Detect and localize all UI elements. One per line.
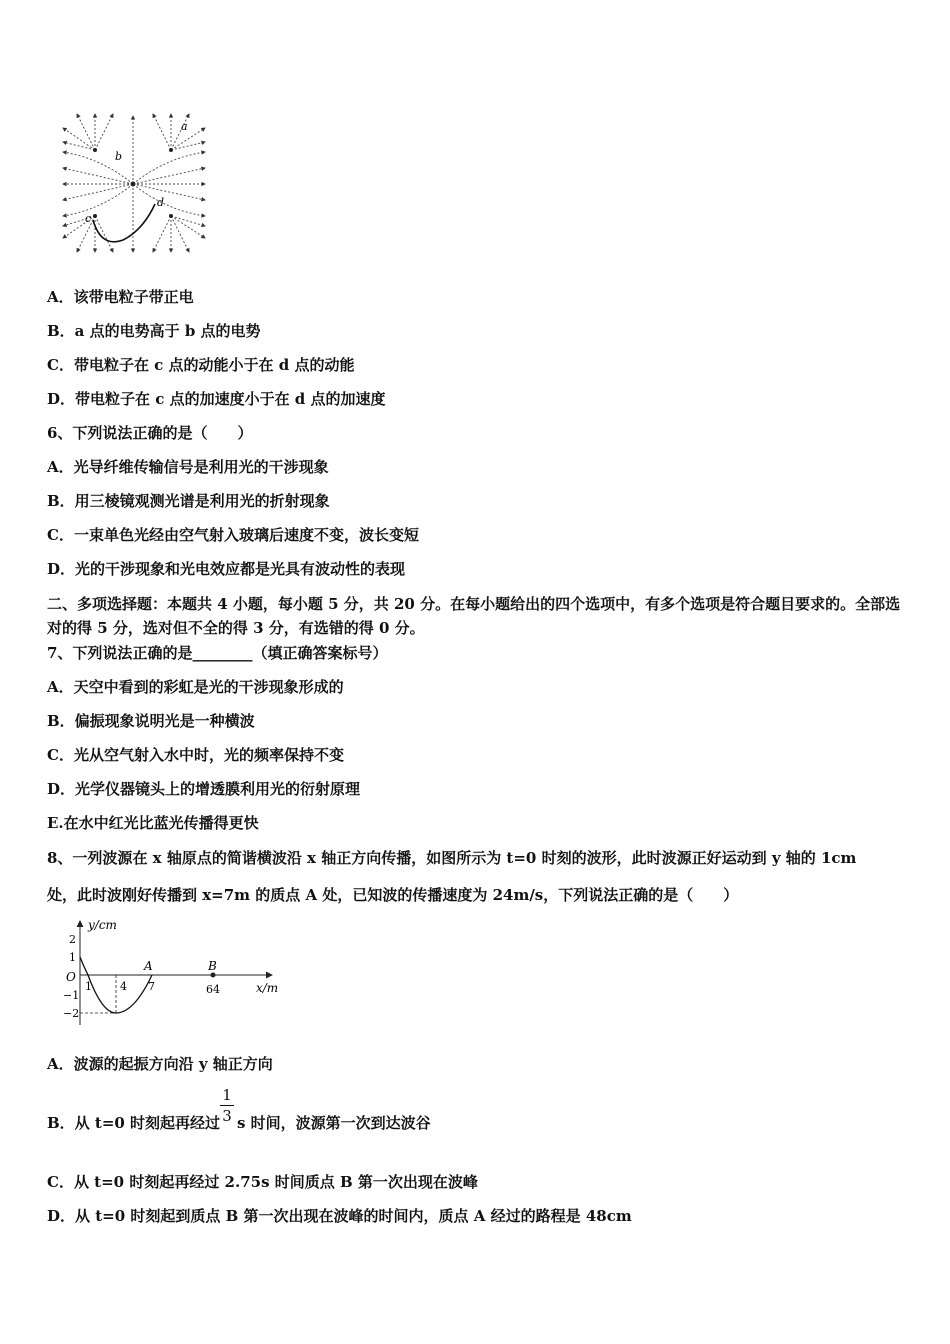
q8-option-b-suffix: s 时间，波源第一次到达波谷 xyxy=(237,1114,431,1132)
origin-label: O xyxy=(66,970,76,984)
q6-option-d: D．光的干涉现象和光电效应都是光具有波动性的表现 xyxy=(47,560,406,578)
y-axis-label: y/cm xyxy=(88,918,117,932)
label-b: b xyxy=(115,150,123,163)
q7-option-e: E.在水中红光比蓝光传播得更快 xyxy=(47,814,259,832)
q7-stem: 7、下列说法正确的是________（填正确答案标号） xyxy=(47,644,388,662)
q6-option-a: A．光导纤维传输信号是利用光的干涉现象 xyxy=(47,458,329,476)
q7-option-b: B．偏振现象说明光是一种横波 xyxy=(47,712,255,730)
q8-option-a: A．波源的起振方向沿 y 轴正方向 xyxy=(47,1055,273,1073)
ytick-2: 2 xyxy=(69,933,76,946)
electric-field-figure xyxy=(55,108,215,258)
q8-stem-line2: 处，此时波刚好传播到 x=7m 的质点 A 处，已知波的传播速度为 24m/s，下列说法正确的是（ ） xyxy=(47,886,739,904)
point-a-label: A xyxy=(144,959,153,973)
q8-option-c: C．从 t=0 时刻起再经过 2.75s 时间质点 B 第一次出现在波峰 xyxy=(47,1173,478,1191)
q5-option-a: A．该带电粒子带正电 xyxy=(47,288,194,306)
q7-option-a: A．天空中看到的彩虹是光的干涉现象形成的 xyxy=(47,678,344,696)
xtick-7: 7 xyxy=(148,980,155,993)
ytick-neg1: −1 xyxy=(63,989,80,1002)
ytick-1: 1 xyxy=(69,951,76,964)
q7-option-d: D．光学仪器镜头上的增透膜利用光的衍射原理 xyxy=(47,780,361,798)
q6-stem: 6、下列说法正确的是（ ） xyxy=(47,424,253,442)
point-b-marker xyxy=(211,973,216,978)
ytick-neg2: −2 xyxy=(63,1007,80,1020)
point-b-label: B xyxy=(208,959,217,973)
q8-stem-line1: 8、一列波源在 x 轴原点的简谐横波沿 x 轴正方向传播，如图所示为 t=0 时刻的波形，此时波源正好运动到 y 轴的 1cm xyxy=(47,849,857,867)
label-a: a xyxy=(181,120,188,133)
label-d: d xyxy=(157,196,165,209)
q8-option-b-fraction xyxy=(220,1086,234,1125)
q6-option-b: B．用三棱镜观测光谱是利用光的折射现象 xyxy=(47,492,330,510)
xtick-4: 4 xyxy=(120,980,127,993)
point-b-x: 64 xyxy=(206,983,220,996)
xtick-1: 1 xyxy=(85,980,92,993)
fraction-bar xyxy=(220,1105,234,1106)
section2-heading: 二、多项选择题：本题共 4 小题，每小题 5 分，共 20 分。在每小题给出的四个选项中，有多个选项是符合题目要求的。全部选对的得 5 分，选对但不全的得 3 分，有选错的得 0 分。 xyxy=(47,595,901,637)
q7-option-c: C．光从空气射入水中时，光的频率保持不变 xyxy=(47,746,344,764)
q8-option-b-prefix: B．从 t=0 时刻起再经过 xyxy=(47,1114,221,1132)
q5-option-d: D．带电粒子在 c 点的加速度小于在 d 点的加速度 xyxy=(47,390,386,408)
q6-option-c: C．一束单色光经由空气射入玻璃后速度不变，波长变短 xyxy=(47,526,419,544)
q5-option-b: B．a 点的电势高于 b 点的电势 xyxy=(47,322,261,340)
x-axis-label: x/m xyxy=(256,981,279,995)
fraction-numerator: 1 xyxy=(222,1086,232,1104)
wave-figure xyxy=(58,915,298,1030)
label-c: c xyxy=(85,212,92,225)
particle-trajectory xyxy=(93,204,155,242)
fraction-denominator: 3 xyxy=(222,1107,232,1125)
q8-option-d: D．从 t=0 时刻起到质点 B 第一次出现在波峰的时间内，质点 A 经过的路程是 48cm xyxy=(47,1207,632,1225)
q5-option-c: C．带电粒子在 c 点的动能小于在 d 点的动能 xyxy=(47,356,355,374)
